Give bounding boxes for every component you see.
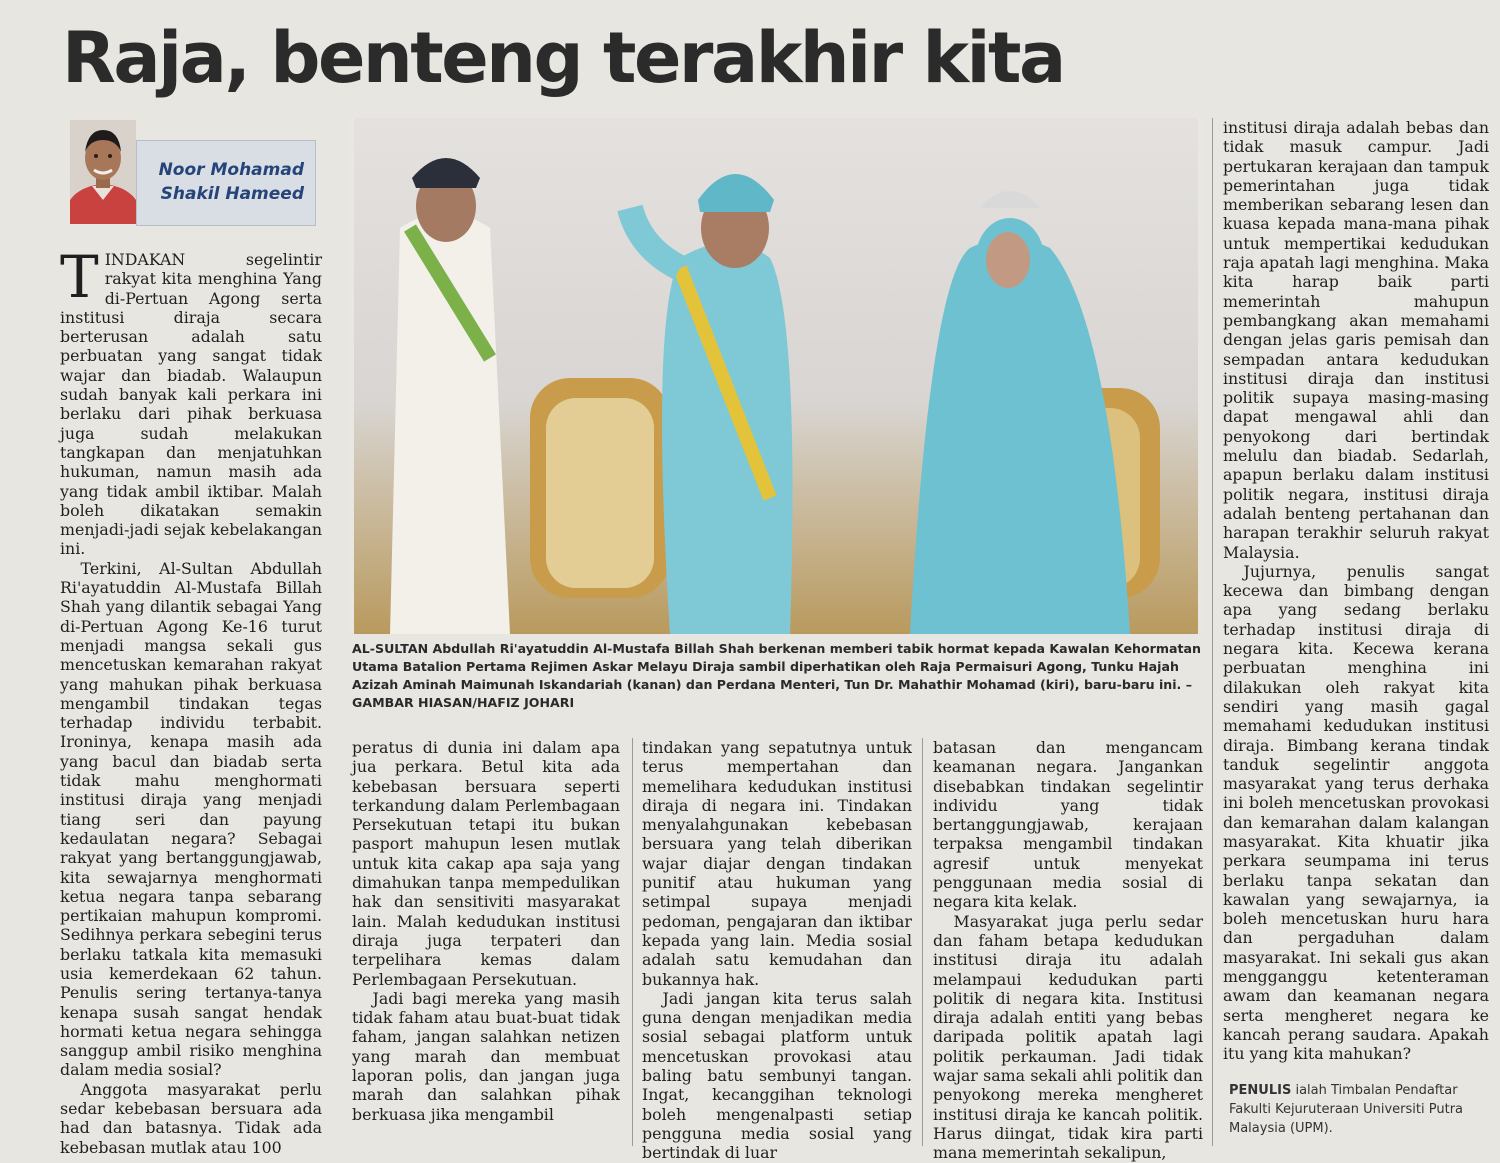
article-column-3 [642, 738, 912, 1163]
author-name-line2: Shakil Hameed [160, 184, 304, 204]
article-paragraph: institusi diraja adalah bebas dan tidak masuk campur. Jadi pertukaran kerajaan dan tampuk pemerintahan juga tidak memberikan sebarang lesen dan kuasa kepada mana-mana pihak untuk mempertikai kedudukan raja apatah lagi menghina. Maka kita harap baik parti memerintah mahupun pembangkang akan memahami dengan jelas garis pemisah dan sempadan antara kedudukan institusi diraja dan institusi politik supaya masing-masing dapat mengawal ahli dan penyokong dari bertindak melulu dan biadab. Sedarlah, apapun berlaku dalam institusi politik negara, institusi diraja adalah benteng pertahanan dan harapan terakhir seluruh rakyat Malaysia. [1223, 118, 1489, 562]
article-paragraph: batasan dan mengancam keamanan negara. Jangankan disebabkan tindakan segelintir individu yang tidak bertanggungjawab, kerajaan terpaksa mengambil tindakan agresif untuk menyekat penggunaan media sosial di negara kita kelak. [933, 738, 1203, 912]
article-paragraph: tindakan yang sepatutnya untuk terus mempertahan dan memelihara kedudukan institusi diraja di negara ini. Tindakan menyalahgunakan kebebasan bersuara yang telah diberikan wajar diajar dengan tindakan punitif atau hukuman yang setimpal supaya menjadi pedoman, pengajaran dan iktibar kepada yang lain. Media sosial adalah satu kemudahan dan bukannya hak. [642, 738, 912, 989]
writer-note-text: ialah Timbalan Pendaftar Fakulti Kejuruteraan Universiti Putra Malaysia (UPM). [1229, 1083, 1464, 1136]
headline: Raja, benteng terakhir kita [62, 17, 1064, 99]
article-paragraph: Jadi bagi mereka yang masih tidak faham atau buat-buat tidak faham, jangan salahkan netizen yang marah dan membuat laporan polis, dan jangan juga marah dan salahkan pihak berkuasa jika mengambil [352, 988, 620, 1124]
article-column-5 [1223, 118, 1489, 1064]
writer-note [1229, 1081, 1491, 1138]
article-paragraph: Jadi jangan kita terus salah guna dengan menjadikan media sosial sebagai platform untuk mencetuskan provokasi atau baling batu sembunyi tangan. Ingat, kecanggihan teknologi boleh mengenalpasti setiap pengguna media sosial yang bertindak di luar [642, 988, 912, 1163]
author-name-line1: Noor Mohamad [158, 160, 304, 180]
royal-ceremony-photo-icon [350, 118, 1202, 634]
news-photo [350, 118, 1202, 634]
article-paragraph: Jujurnya, penulis sangat kecewa dan bimbang dengan apa yang sedang berlaku terhadap institusi diraja di negara kita. Kecewa kerana perbuatan menghina ini dilakukan oleh rakyat kita sendiri yang masih gagal memahami kedudukan institusi diraja. Bimbang kerana tindak tanduk segelintir anggota masyarakat yang terus derhaka ini boleh mencetuskan provokasi dan kemarahan dalam kalangan masyarakat. Kita khuatir jika perkara seumpama ini terus berlaku tanpa sekatan dan kawalan yang sewajarnya, ia boleh mencetuskan huru hara dan pergaduhan dalam masyarakat. Ini sekali gus akan mengganggu ketenteraman awam dan keamanan negara serta mengheret negara ke kancah perang saudara. Apakah itu yang kita mahukan? [1223, 561, 1489, 1064]
author-avatar [70, 120, 136, 224]
article-column-1 [60, 243, 322, 1157]
article-paragraph: peratus di dunia ini dalam apa jua perkara. Betul kita ada kebebasan bersuara seperti terkandung dalam Perlembagaan Persekutuan tetapi itu bukan pasport mahupun lesen mutlak untuk kita cakap apa saja yang dimahukan tanpa mempedulikan hak dan sensitiviti masyarakat lain. Malah kedudukan institusi diraja juga terpateri dan terpelihara kemas dalam Perlembagaan Persekutuan. [352, 738, 620, 989]
column-divider [1212, 118, 1213, 1146]
column-divider [922, 738, 923, 1146]
article-paragraph: TINDAKAN segelintir rakyat kita menghina Yang di-Pertuan Agong serta institusi diraja secara berterusan adalah satu perbuatan yang sangat tidak wajar dan biadab. Walaupun sudah banyak kali perkara ini berlaku dari pihak berkuasa juga sudah melakukan tangkapan dan menjatuhkan hukuman, namun masih ada yang tidak ambil iktibar. Malah boleh dikatakan semakin menjadi-jadi sejak kebelakangan ini. [60, 243, 322, 559]
drop-cap: T [60, 243, 99, 311]
article-column-4 [933, 738, 1203, 1163]
article-paragraph: Terkini, Al-Sultan Abdullah Ri'ayatuddin Al-Mustafa Billah Shah yang dilantik sebagai Yang di-Pertuan Agong Ke-16 turut menjadi mangsa sekali gus mencetuskan kemarahan rakyat yang mahukan pihak berkuasa mengambil tindakan tegas terhadap individu terbabit. Ironinya, kenapa masih ada yang bacul dan biadab serta tidak mahu menghormati institusi diraja yang menjadi tiang seri dan payung kedaulatan negara? Sebagai rakyat yang bertanggungjawab, kita sewajarnya menghormati ketua negara tanpa sebarang pertikaian mahupun kompromi. Sedihnya perkara sebegini terus berlaku tatkala kita memasuki usia kemerdekaan 62 tahun. Penulis sering tertanya-tanya kenapa susah sangat hendak hormati ketua negara sehingga sanggup ambil risiko menghina dalam media sosial? [60, 558, 322, 1080]
article-paragraph: Masyarakat juga perlu sedar dan faham betapa kedudukan institusi diraja itu adalah melampaui kedudukan parti politik di negara kita. Institusi diraja adalah entiti yang bebas daripada politik apatah lagi politik perkauman. Jadi tidak wajar sama sekali ahli politik dan penyokong mereka mengheret institusi diraja ke kancah politik. Harus diingat, tidak kira parti mana memerintah sekalipun, [933, 911, 1203, 1163]
article-column-2 [352, 738, 620, 1124]
writer-note-label: PENULIS [1229, 1083, 1292, 1098]
author-byline [140, 158, 304, 206]
article-paragraph: Anggota masyarakat perlu sedar kebebasan bersuara ada had dan batasnya. Tidak ada kebebasan mutlak atau 100 [60, 1079, 322, 1157]
column-divider [632, 738, 633, 1146]
author-portrait-icon [70, 120, 136, 224]
photo-caption: AL-SULTAN Abdullah Ri'ayatuddin Al-Mustafa Billah Shah berkenan memberi tabik hormat kepada Kawalan Kehormatan Utama Batalion Pertama Rejimen Askar Melayu Diraja sambil diperhatikan oleh Raja Permaisuri Agong, Tunku Hajah Azizah Aminah Maimunah Iskandariah (kanan) dan Perdana Menteri, Tun Dr. Mahathir Mohamad (kiri), baru-baru ini. – GAMBAR HIASAN/HAFIZ JOHARI [352, 641, 1201, 710]
